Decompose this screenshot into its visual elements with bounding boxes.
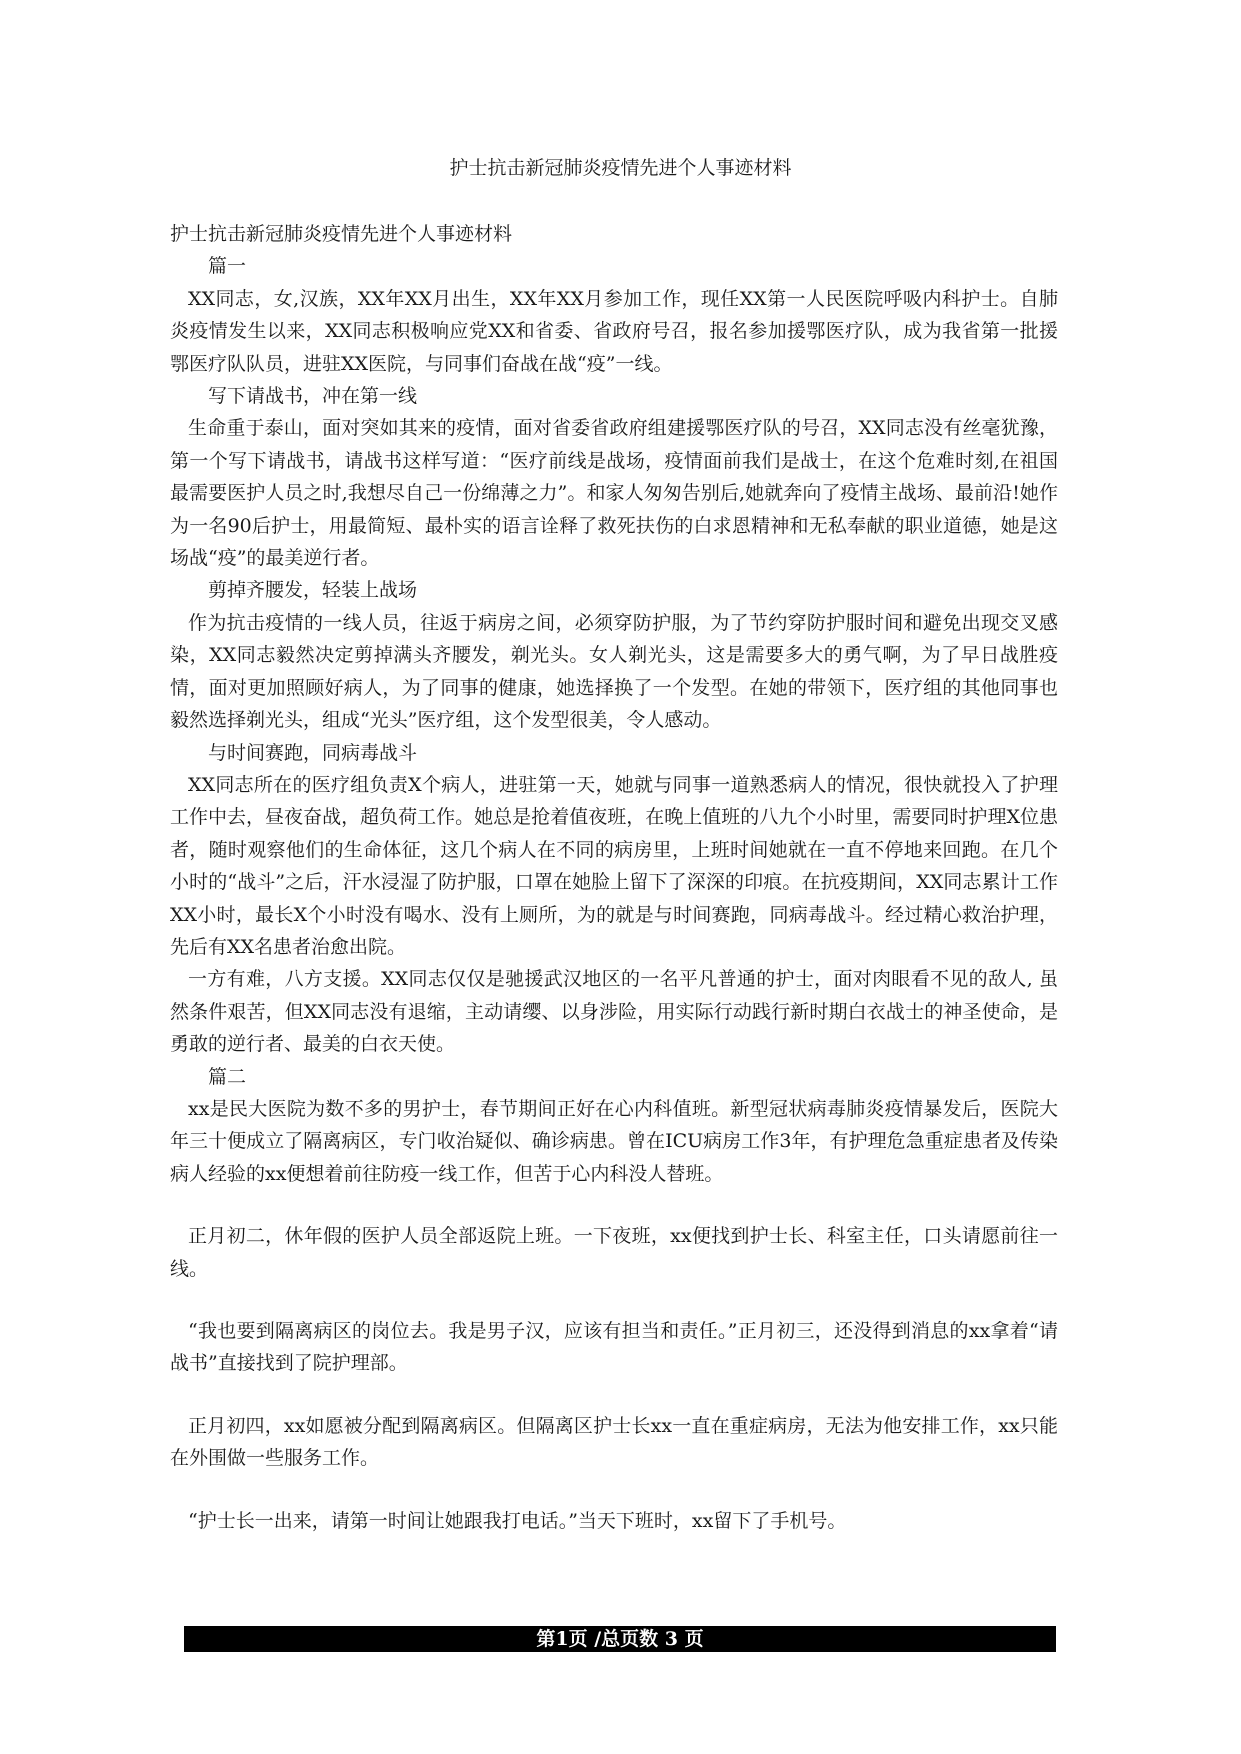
section-label-part-two: 篇二 <box>207 1065 246 1088</box>
body-heading: 护士抗击新冠肺炎疫情先进个人事迹材料 <box>170 223 513 245</box>
document-body <box>170 218 1058 1537</box>
paragraph: 生命重于泰山，面对突如其来的疫情，面对省委省政府组建援鄂医疗队的号召，XX同志没有丝毫犹豫，第一个写下请战书，请战书这样写道：“医疗前线是战场，疫情面前我们是战士，在这个危难时刻,在祖国最需要医护人员之时,我想尽自己一份绵薄之力”。和家人匆匆告别后,她就奔向了疫情主战场、最前沿!她作为一名90后护士，用最简短、最朴实的语言诠释了救死扶伤的白求恩精神和无私奉献的职业道德，她是这场战“疫”的最美逆行者。 <box>170 417 1058 570</box>
paragraph: 正月初二，休年假的医护人员全部返院上班。一下夜班，xx便找到护士长、科室主任，口头请愿前往一线。 <box>170 1225 1058 1280</box>
paragraph: XX同志所在的医疗组负责X个病人，进驻第一天，她就与同事一道熟悉病人的情况，很快就投入了护理工作中去，昼夜奋战，超负荷工作。她总是抢着值夜班，在晚上值班的八九个小时里，需要同时护理X位患者，随时观察他们的生命体征，这几个病人在不同的病房里，上班时间她就在一直不停地来回跑。在几个小时的“战斗”之后，汗水浸湿了防护服，口罩在她脸上留下了深深的印痕。在抗疫期间，XX同志累计工作XX小时，最长X个小时没有喝水、没有上厕所，为的就是与时间赛跑，同病毒战斗。经过精心救治护理，先后有XX名患者治愈出院。 <box>170 773 1058 958</box>
page-title: 护士抗击新冠肺炎疫情先进个人事迹材料 <box>449 157 792 179</box>
section-label-part-one: 篇一 <box>207 255 246 278</box>
paragraph: xx是民大医院为数不多的男护士，春节期间正好在心内科值班。新型冠状病毒肺炎疫情暴发后，医院大年三十便成立了隔离病区，专门收治疑似、确诊病患。曾在ICU病房工作3年，有护理危急重症患者及传染病人经验的xx便想着前往防疫一线工作，但苦于心内科没人替班。 <box>170 1097 1058 1185</box>
page-indicator: 第1页 /总页数 3 页 <box>536 1628 704 1650</box>
paragraph: 作为抗击疫情的一线人员，往返于病房之间，必须穿防护服，为了节约穿防护服时间和避免出现交叉感染，XX同志毅然决定剪掉满头齐腰发，剃光头。女人剃光头，这是需要多大的勇气啊，为了早日战胜疫情，面对更加照顾好病人，为了同事的健康，她选择换了一个发型。在她的带领下，医疗组的其他同事也毅然选择剃光头，组成“光头”医疗组，这个发型很美，令人感动。 <box>170 611 1058 732</box>
paragraph: 一方有难，八方支援。XX同志仅仅是驰援武汉地区的一名平凡普通的护士，面对肉眼看不见的敌人, 虽然条件艰苦，但XX同志没有退缩，主动请缨、以身涉险，用实际行动践行新时期白衣战士的神圣使命，是勇敢的逆行者、最美的白衣天使。 <box>170 968 1058 1056</box>
subheading: 写下请战书，冲在第一线 <box>207 385 417 408</box>
paragraph: “我也要到隔离病区的岗位去。我是男子汉，应该有担当和责任。”正月初三，还没得到消息的xx拿着“请战书”直接找到了院护理部。 <box>170 1320 1058 1375</box>
page-footer <box>184 1626 1056 1652</box>
paragraph: 正月初四，xx如愿被分配到隔离病区。但隔离区护士长xx一直在重症病房，无法为他安排工作，xx只能在外围做一些服务工作。 <box>170 1414 1058 1470</box>
paragraph: “护士长一出来，请第一时间让她跟我打电话。”当天下班时，xx留下了手机号。 <box>188 1509 847 1532</box>
subheading: 与时间赛跑，同病毒战斗 <box>207 741 417 764</box>
subheading: 剪掉齐腰发，轻装上战场 <box>207 579 417 602</box>
paragraph: XX同志，女,汉族，XX年XX月出生，XX年XX月参加工作，现任XX第一人民医院呼吸内科护士。自肺炎疫情发生以来，XX同志积极响应党XX和省委、省政府号召，报名参加援鄂医疗队，成为我省第一批援鄂医疗队队员，进驻XX医院，与同事们奋战在战“疫”一线。 <box>170 287 1058 375</box>
